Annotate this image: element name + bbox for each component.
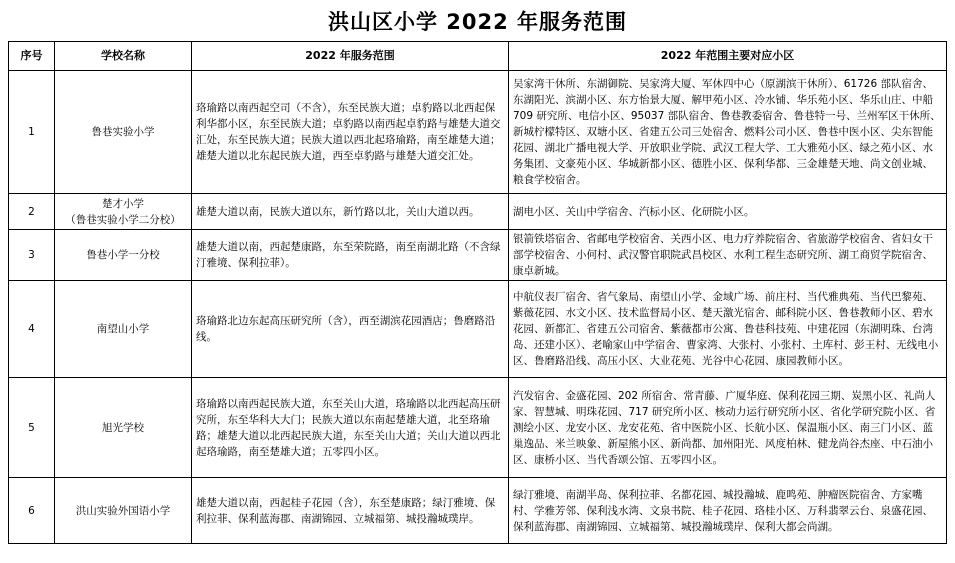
- school-name: [55, 71, 192, 194]
- school-name-subtitle: （鲁巷实验小学二分校）: [65, 213, 181, 226]
- service-scope: 雄楚大道以南，西起桂子花园（含），东至楚康路；绿汀雅境、保利拉菲、保利蓝海郡、南湖锦园、立城福第、城投瀚城璞岸。: [192, 478, 509, 544]
- community-list: 吴家湾干休所、东湖御院、吴家湾大厦、军休四中心（原湖滨干休所）、61726 部队宿舍、东湖阳光、滨湖小区、东方怡景大厦、解甲苑小区、冷水铺、华乐苑小区、华乐山庄、中船 709 研究所、电信小区、95037 部队宿舍、鲁巷教委宿舍、鲁巷特一号、兰州军区干休所、新城柠檬特区、双塘小区、省建五公司三处宿舍、燃料公司小区、鲁巷中医小区、尖东智能花园、湖北广播电视大学、开放职业学院、武汉工程大学、工大雅苑小区、绿之苑小区、水务集团、文豪苑小区、华城新都小区、德胜小区、保利华都、三金雄楚天地、尚文创业城、粮食学校宿舍。: [509, 71, 947, 194]
- school-name-text: 洪山实验外国语小学: [75, 504, 171, 517]
- school-name-text: 南望山小学: [96, 323, 150, 335]
- row-index: 4: [9, 281, 55, 378]
- row-index: 2: [9, 194, 55, 230]
- table-row: [9, 71, 947, 194]
- table-row: [9, 230, 947, 281]
- row-index: 6: [9, 478, 55, 544]
- table-row: [9, 378, 947, 478]
- school-name: [55, 378, 192, 478]
- header-communities: 2022 年范围主要对应小区: [509, 42, 947, 71]
- table-header-row: [9, 42, 947, 71]
- community-list: 银箭铁塔宿舍、省邮电学校宿舍、关西小区、电力疗养院宿舍、省旅游学校宿舍、省妇女干部学校宿舍、小何村、武汉警官职院武昌校区、水利工程生态研究所、湖工商贸学院宿舍、康卓新城。: [509, 230, 947, 281]
- service-scope: 雄楚大道以南，民族大道以东，新竹路以北，关山大道以西。: [192, 194, 509, 230]
- header-service-scope: 2022 年服务范围: [192, 42, 509, 71]
- service-scope: 珞瑜路以南西起空司（不含），东至民族大道；卓豹路以北西起保利华都小区，东至民族大道；卓豹路以南西起卓豹路与雄楚大道交汇处，东至民族大道；民族大道以西北起珞瑜路，南至雄楚大道；雄楚大道以北东起民族大道，西至卓豹路与雄楚大道交汇处。: [192, 71, 509, 194]
- page-title: 洪山区小学 2022 年服务范围: [327, 10, 628, 34]
- community-list: 绿汀雅境、南湖半岛、保利拉菲、名都花园、城投瀚城、鹿鸣苑、肿瘤医院宿舍、方家嘴村、学雅芳邻、保利浅水湾、文泉书院、桂子花园、珞桂小区、万科翡翠云台、泉盛花园、保利蓝海郡、南湖锦园、立城福第、城投瀚城璞岸、保利大都会尚湖。: [509, 478, 947, 544]
- school-name-text: 鲁巷实验小学: [91, 126, 155, 138]
- school-name: [55, 281, 192, 378]
- row-index: 5: [9, 378, 55, 478]
- school-name-text: 楚才小学: [102, 197, 144, 210]
- table-row: [9, 281, 947, 378]
- table-row: [9, 194, 947, 230]
- school-name-text: 鲁巷小学一分校: [86, 249, 160, 261]
- table-row: [9, 478, 947, 544]
- school-name: [55, 478, 192, 544]
- school-name: [55, 194, 192, 230]
- service-scope: 珞瑜路北边东起高压研究所（含），西至湖滨花园酒店；鲁磨路沿线。: [192, 281, 509, 378]
- community-list: 湖电小区、关山中学宿舍、汽标小区、化研院小区。: [509, 194, 947, 230]
- header-index: 序号: [9, 42, 55, 71]
- service-area-table: [8, 41, 947, 544]
- school-name: [55, 230, 192, 281]
- community-list: 汽发宿舍、金盛花园、202 所宿舍、常青藤、广厦华庭、保利花园三期、炭黑小区、礼尚人家、智慧城、明珠花园、717 研究所小区、核动力运行研究所小区、省化学研究院小区、省测绘小区、龙安小区、龙安花苑、省中医院小区、长航小区、保温瓶小区、南三门小区、蓝巢逸品、米兰映象、新屋熊小区、新尚都、加州阳光、风度柏林、健龙尚谷杰座、中石油小区、康桥小区、当代香颂公馆、五零四小区。: [509, 378, 947, 478]
- community-list: 中航仪表厂宿舍、省气象局、南望山小学、金域广场、前庄村、当代雅典苑、当代巴黎苑、紫薇花园、水文小区、技术监督局小区、楚天激光宿舍、邮科院小区、鲁巷教师小区、碧水花园、新都汇、省建五公司宿舍、紫薇都市公寓、鲁巷科技苑、中建花园（东湖明珠、台湾岛、还建小区）、老喻家山中学宿舍、曹家湾、大张村、小张村、土库村、彭王村、无线电小区、鲁磨路沿线、高压小区、大业花苑、光谷中心花园、康园教师小区。: [509, 281, 947, 378]
- service-scope: 珞瑜路以南西起民族大道，东至关山大道，珞瑜路以北西起高压研究所，东至华科大大门；民族大道以东南起楚雄大道，北至珞瑜路；雄楚大道以北西起民族大道，东至关山大道；关山大道以西北起珞瑜路，南至楚雄大道；五零四小区。: [192, 378, 509, 478]
- header-school-name: 学校名称: [55, 42, 192, 71]
- school-name-text: 旭光学校: [102, 421, 144, 434]
- service-scope: 雄楚大道以南，西起楚康路，东至荣院路，南至南湖北路（不含绿汀雅境、保利拉菲）。: [192, 230, 509, 281]
- row-index: 1: [9, 71, 55, 194]
- row-index: 3: [9, 230, 55, 281]
